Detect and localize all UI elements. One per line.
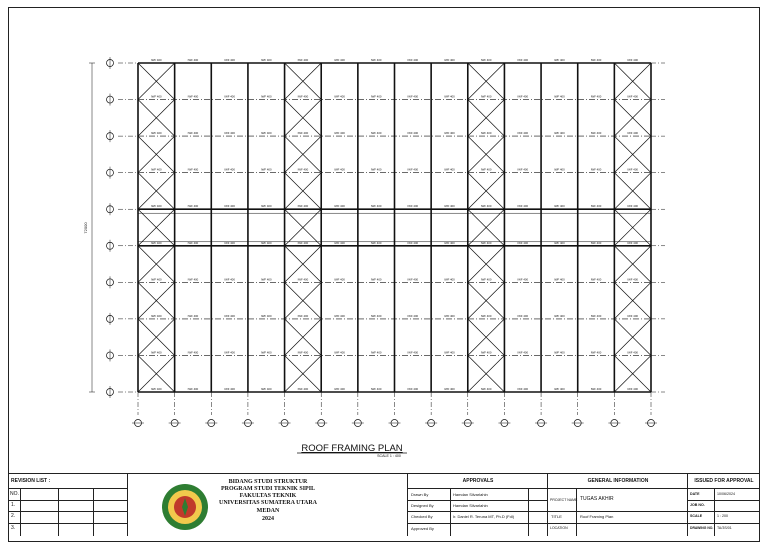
member-label: IWF 400 — [260, 350, 272, 355]
member-label: IWF 400 — [480, 350, 492, 355]
member-label: IWF 400 — [554, 277, 565, 282]
member-label: IWF 400 — [517, 167, 529, 172]
member-label: IWF 400 — [517, 204, 529, 209]
member-label: IWF 400 — [260, 240, 272, 245]
general-info-panel — [548, 474, 688, 536]
member-label: IWF 400 — [260, 313, 272, 318]
member-label: IWF 400 — [187, 58, 199, 62]
member-label: IWF 400 — [187, 350, 199, 355]
member-label: IWF 400 — [187, 313, 199, 318]
member-label: IWF 400 — [151, 240, 162, 245]
member-label: IWF 400 — [260, 167, 272, 172]
member-label: IWF 400 — [224, 313, 235, 318]
institution-line-0: BIDANG STUDI STRUKTUR — [228, 479, 308, 485]
member-label: IWF 400 — [517, 131, 529, 136]
member-label: IWF 400 — [334, 277, 345, 282]
member-label: IWF 400 — [554, 204, 565, 209]
member-label: IWF 400 — [627, 277, 638, 282]
revision-header: REVISION LIST : — [11, 478, 51, 484]
member-label: IWF 400 — [407, 131, 419, 136]
member-label: IWF 400 — [517, 240, 529, 245]
member-label: IWF 400 — [480, 94, 492, 99]
member-label: IWF 400 — [187, 167, 199, 172]
member-label: IWF 400 — [554, 313, 565, 318]
member-label: IWF 400 — [187, 131, 199, 136]
member-label: IWF 400 — [297, 277, 309, 282]
approval-value-2: Ir. Daniel R. Teruna MT, Ph.D (Fdl) — [453, 514, 515, 519]
member-label: IWF 400 — [151, 131, 162, 136]
job-no-label: JOB NO. — [690, 503, 705, 507]
member-label: IWF 400 — [627, 240, 638, 245]
member-label: IWF 400 — [480, 167, 492, 172]
member-label: IWF 400 — [297, 350, 309, 355]
member-label: IWF 400 — [224, 58, 235, 62]
member-label: IWF 400 — [407, 94, 419, 99]
member-label: IWF 400 — [370, 204, 382, 209]
member-label: IWF 400 — [334, 313, 345, 318]
member-label: IWF 400 — [627, 350, 638, 355]
member-label: IWF 400 — [444, 58, 455, 62]
issued-panel — [688, 474, 760, 536]
member-label: IWF 400 — [590, 58, 602, 62]
institution-panel — [128, 474, 408, 536]
revision-row-1: 1. — [11, 502, 16, 508]
member-label: IWF 400 — [444, 94, 455, 99]
approvals-panel — [408, 474, 548, 536]
member-label: IWF 400 — [407, 277, 419, 282]
member-label: IWF 400 — [334, 131, 345, 136]
revision-row-2: 2. — [11, 513, 16, 519]
member-label: IWF 400 — [554, 240, 565, 245]
member-label: IWF 400 — [297, 204, 309, 209]
member-label: IWF 400 — [334, 240, 345, 245]
member-label: IWF 400 — [627, 58, 638, 62]
date-label: DATE — [690, 492, 700, 496]
title-value: Roof Framing Plan — [580, 514, 614, 519]
scale-value: 1 : 200 — [717, 514, 728, 518]
member-label: IWF 400 — [260, 387, 272, 391]
member-label: IWF 400 — [187, 204, 199, 209]
member-label: IWF 400 — [554, 94, 565, 99]
member-label: IWF 400 — [334, 204, 345, 209]
member-label: IWF 400 — [517, 350, 529, 355]
member-label: IWF 400 — [444, 167, 455, 172]
title-block — [8, 473, 760, 535]
member-label: IWF 400 — [334, 94, 345, 99]
member-label: IWF 400 — [590, 387, 602, 391]
member-label: IWF 400 — [370, 131, 382, 136]
member-label: IWF 400 — [517, 277, 529, 282]
member-label: IWF 400 — [407, 387, 419, 391]
member-label: IWF 400 — [407, 240, 419, 245]
revision-row-3: 3. — [11, 525, 16, 531]
revision-row-0: NO. — [10, 491, 19, 497]
approval-value-1: Hamdan Silvarlahin — [453, 503, 488, 508]
member-label: IWF 400 — [151, 277, 162, 282]
member-label: IWF 400 — [224, 350, 235, 355]
member-label: IWF 400 — [260, 204, 272, 209]
member-label: IWF 400 — [297, 313, 309, 318]
member-label: IWF 400 — [554, 58, 565, 62]
member-label: IWF 400 — [517, 58, 529, 62]
member-label: IWF 400 — [407, 350, 419, 355]
member-label: IWF 400 — [297, 387, 309, 391]
member-label: IWF 400 — [151, 167, 162, 172]
member-label: IWF 400 — [407, 313, 419, 318]
member-label: IWF 400 — [590, 167, 602, 172]
member-label: IWF 400 — [297, 58, 309, 62]
member-label: IWF 400 — [590, 94, 602, 99]
institution-line-2: FAKULTAS TEKNIK — [239, 493, 297, 499]
member-label: IWF 400 — [370, 58, 382, 62]
member-label: IWF 400 — [517, 94, 529, 99]
member-label: IWF 400 — [554, 131, 565, 136]
member-label: IWF 400 — [627, 131, 638, 136]
member-label: IWF 400 — [407, 167, 419, 172]
institution-line-4: MEDAN — [256, 508, 280, 514]
institution-line-1: PROGRAM STUDI TEKNIK SIPIL — [220, 486, 316, 492]
approval-label-0: Drawn By — [411, 492, 429, 497]
title-label: TITLE — [551, 514, 562, 519]
member-label: IWF 400 — [554, 167, 565, 172]
project-name-label: PROJECT NAME — [550, 498, 578, 502]
member-label: IWF 400 — [334, 58, 345, 62]
member-label: IWF 400 — [187, 240, 199, 245]
member-label: IWF 400 — [224, 277, 235, 282]
member-label: IWF 400 — [554, 350, 565, 355]
overall-dimension: 72000 — [83, 222, 88, 234]
member-label: IWF 400 — [444, 313, 455, 318]
member-label: IWF 400 — [224, 167, 235, 172]
member-label: IWF 400 — [407, 58, 419, 62]
member-label: IWF 400 — [590, 350, 602, 355]
drawing-no-value: TA/3S/01 — [717, 526, 732, 530]
member-label: IWF 400 — [151, 350, 162, 355]
member-label: IWF 400 — [224, 240, 235, 245]
member-label: IWF 400 — [370, 313, 382, 318]
member-label: IWF 400 — [627, 204, 638, 209]
member-label: IWF 400 — [370, 167, 382, 172]
member-label: IWF 400 — [187, 94, 199, 99]
approvals-header: APPROVALS — [462, 478, 494, 484]
member-label: IWF 400 — [187, 277, 199, 282]
member-label: IWF 400 — [370, 240, 382, 245]
member-label: IWF 400 — [590, 277, 602, 282]
member-label: IWF 400 — [627, 387, 638, 391]
member-label: IWF 400 — [480, 204, 492, 209]
member-label: IWF 400 — [297, 240, 309, 245]
member-label: IWF 400 — [590, 240, 602, 245]
member-label: IWF 400 — [334, 167, 345, 172]
member-label: IWF 400 — [627, 167, 638, 172]
member-label: IWF 400 — [444, 387, 455, 391]
member-label: IWF 400 — [480, 387, 492, 391]
general-info-header: GENERAL INFORMATION — [587, 478, 649, 484]
member-label: IWF 400 — [151, 58, 162, 62]
member-label: IWF 400 — [554, 387, 565, 391]
member-label: IWF 400 — [334, 387, 345, 391]
member-label: IWF 400 — [224, 131, 235, 136]
member-label: IWF 400 — [480, 313, 492, 318]
member-label: IWF 400 — [590, 313, 602, 318]
member-label: IWF 400 — [627, 313, 638, 318]
member-label: IWF 400 — [370, 350, 382, 355]
member-label: IWF 400 — [480, 58, 492, 62]
member-label: IWF 400 — [260, 58, 272, 62]
member-label: IWF 400 — [590, 131, 602, 136]
member-label: IWF 400 — [517, 313, 529, 318]
member-label: IWF 400 — [224, 94, 235, 99]
plan-title: ROOF FRAMING PLAN — [301, 443, 403, 454]
member-label: IWF 400 — [297, 94, 309, 99]
member-label: IWF 400 — [224, 387, 235, 391]
plan-scale: SCALE 1 : 400 — [377, 454, 401, 458]
member-label: IWF 400 — [444, 240, 455, 245]
member-label: IWF 400 — [151, 387, 162, 391]
approval-value-0: Hamdan Silvarlahin — [453, 492, 488, 497]
revision-panel — [8, 474, 128, 536]
member-label: IWF 400 — [334, 350, 345, 355]
approval-label-3: Approved By — [411, 526, 434, 531]
member-label: IWF 400 — [260, 94, 272, 99]
member-label: IWF 400 — [297, 131, 309, 136]
member-label: IWF 400 — [370, 277, 382, 282]
institution-line-3: UNIVERSITAS SUMATERA UTARA — [218, 500, 317, 506]
member-label: IWF 400 — [517, 387, 529, 391]
issued-header: ISSUED FOR APPROVAL — [694, 478, 754, 484]
member-label: IWF 400 — [260, 131, 272, 136]
member-label: IWF 400 — [480, 240, 492, 245]
member-label: IWF 400 — [260, 277, 272, 282]
member-label: IWF 400 — [590, 204, 602, 209]
member-label: IWF 400 — [224, 204, 235, 209]
member-label: IWF 400 — [480, 131, 492, 136]
member-label: IWF 400 — [151, 313, 162, 318]
member-label: IWF 400 — [187, 387, 199, 391]
member-label: IWF 400 — [370, 94, 382, 99]
institution-line-5: 2024 — [262, 516, 274, 522]
member-label: IWF 400 — [627, 94, 638, 99]
location-label: LOCATION — [550, 526, 568, 530]
date-value: 10/06/2024 — [717, 492, 735, 496]
project-name-value: TUGAS AKHIR — [580, 496, 614, 502]
member-label: IWF 400 — [151, 204, 162, 209]
member-label: IWF 400 — [444, 350, 455, 355]
member-label: IWF 400 — [444, 277, 455, 282]
member-label: IWF 400 — [444, 204, 455, 209]
member-label: IWF 400 — [480, 277, 492, 282]
approval-label-2: Checked By — [411, 514, 433, 519]
approval-label-1: Designed By — [411, 503, 434, 508]
member-label: IWF 400 — [444, 131, 455, 136]
member-label: IWF 400 — [297, 167, 309, 172]
member-label: IWF 400 — [370, 387, 382, 391]
member-label: IWF 400 — [151, 94, 162, 99]
grid-lines — [89, 63, 665, 415]
drawing-no-label: DRAWING NO. — [690, 526, 714, 530]
member-label: IWF 400 — [407, 204, 419, 209]
scale-label: SCALE — [690, 514, 703, 518]
